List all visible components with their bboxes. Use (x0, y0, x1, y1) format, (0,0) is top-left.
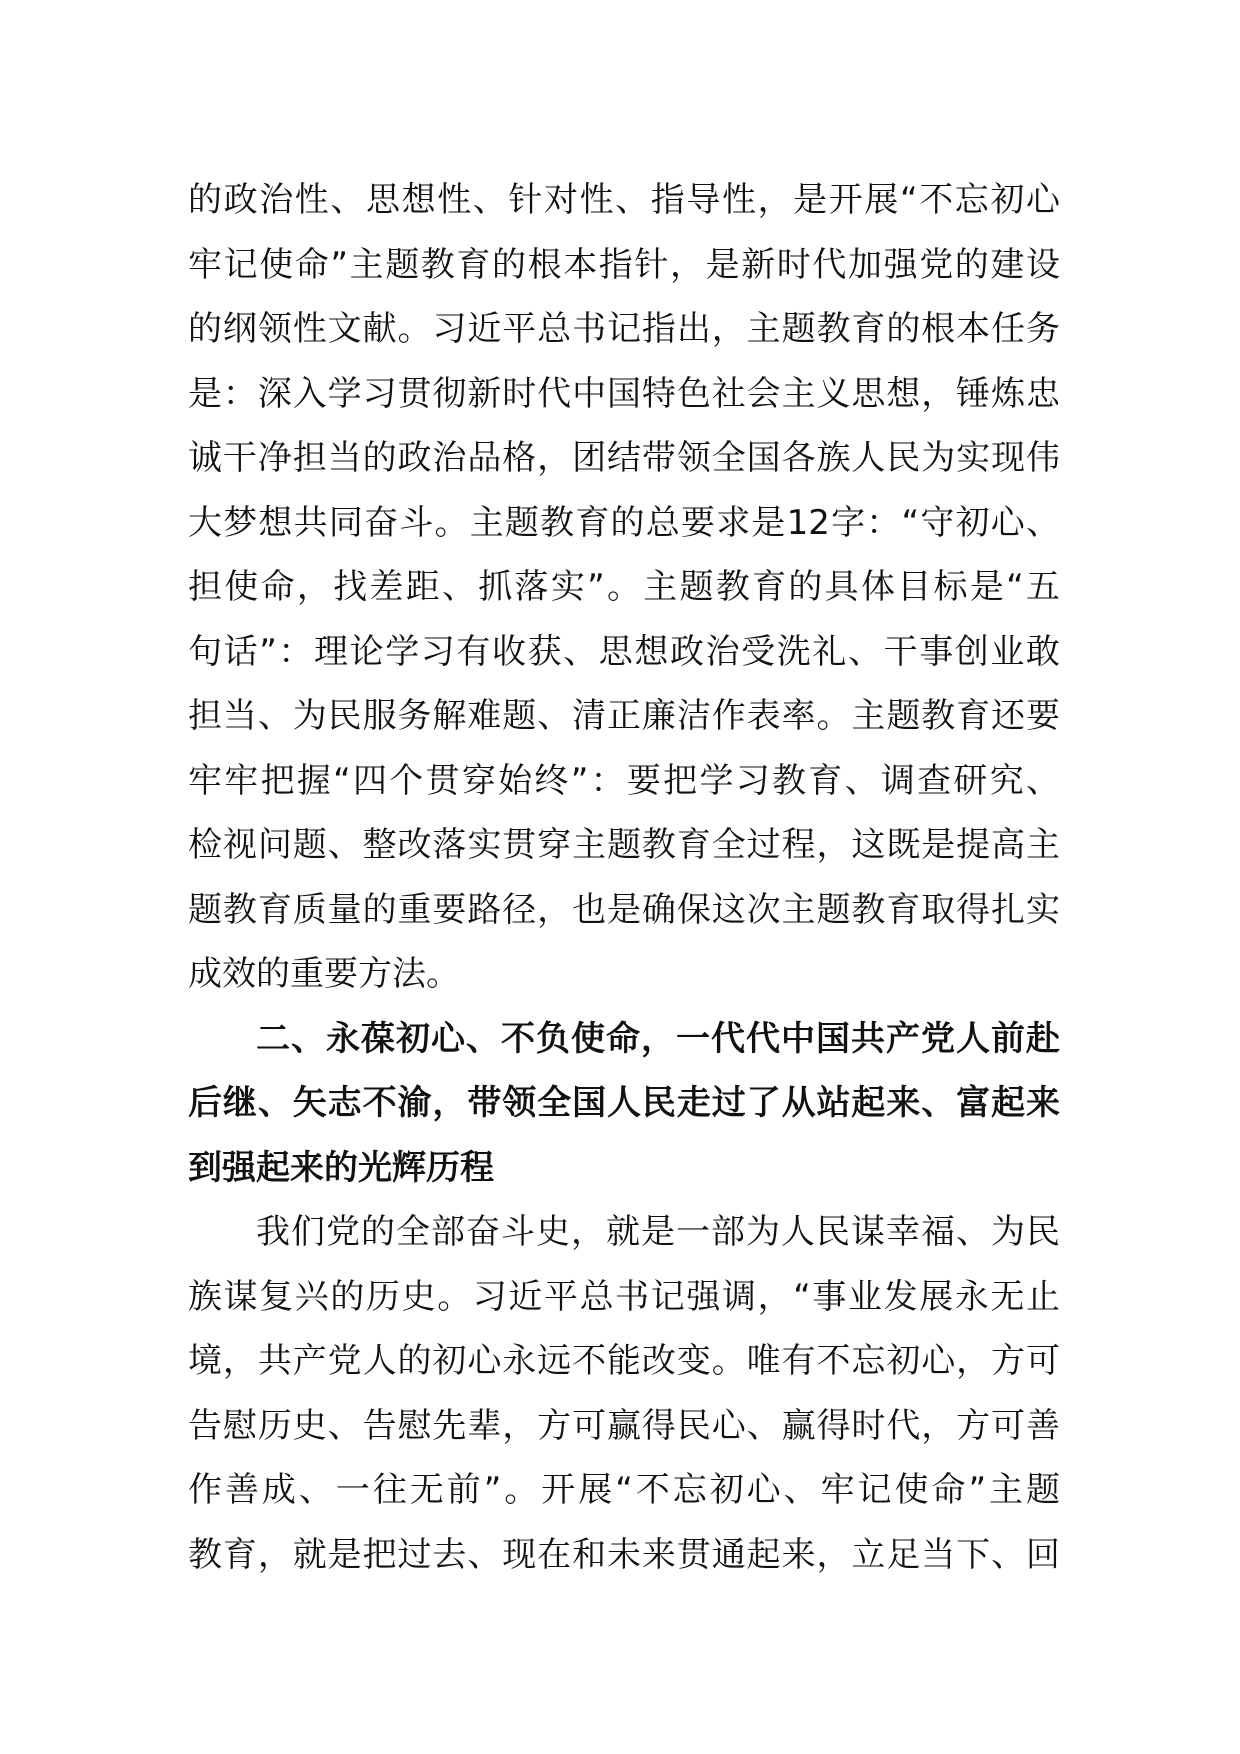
document-body (188, 168, 1060, 1587)
heading-line: 后继、矢志不渝，带领全国人民走过了从站起来、富起来 (188, 1083, 1060, 1123)
text-line: 题教育质量的重要路径，也是确保这次主题教育取得扎实 (188, 889, 1060, 930)
text-line: 诚干净担当的政治品格，团结带领全国各族人民为实现伟 (188, 438, 1060, 478)
paragraph-1 (188, 168, 1060, 1007)
text-line: 境，共产党人的初心永远不能改变。唯有不忘初心，方可 (188, 1341, 1060, 1381)
text-line: 大梦想共同奋斗。主题教育的总要求是12字：“守初心、 (188, 502, 1060, 543)
text-line: 是：深入学习贯彻新时代中国特色社会主义思想，锤炼忠 (188, 373, 1060, 414)
text-line: 成效的重要方法。 (188, 954, 460, 994)
text-line: 告慰历史、告慰先辈，方可赢得民心、赢得时代，方可善 (188, 1405, 1060, 1446)
text-line: 作善成、一往无前”。开展“不忘初心、牢记使命”主题 (188, 1470, 1060, 1510)
heading-line: 二、永葆初心、不负使命，一代代中国共产党人前赴 (256, 1018, 1060, 1059)
text-line: 的纲领性文献。习近平总书记指出，主题教育的根本任务 (188, 309, 1060, 349)
section-heading-2 (188, 1007, 1060, 1201)
paragraph-2 (188, 1200, 1060, 1587)
text-line: 句话”：理论学习有收获、思想政治受洗礼、干事创业敢 (188, 631, 1060, 672)
text-line: 教育，就是把过去、现在和未来贯通起来，立足当下、回 (188, 1534, 1060, 1575)
text-line: 牢牢把握“四个贯穿始终”：要把学习教育、调查研究、 (188, 760, 1060, 801)
text-line: 担当、为民服务解难题、清正廉洁作表率。主题教育还要 (188, 696, 1060, 736)
text-line: 族谋复兴的历史。习近平总书记强调，“事业发展永无止 (188, 1276, 1060, 1317)
text-line: 检视问题、整改落实贯穿主题教育全过程，这既是提高主 (188, 825, 1060, 865)
text-line: 牢记使命”主题教育的根本指针，是新时代加强党的建设 (188, 244, 1060, 285)
text-line: 的政治性、思想性、针对性、指导性，是开展“不忘初心 (188, 180, 1060, 220)
heading-line: 到强起来的光辉历程 (188, 1147, 494, 1188)
text-line: 担使命，找差距、抓落实”。主题教育的具体目标是“五 (188, 567, 1060, 607)
text-line: 我们党的全部奋斗史，就是一部为人民谋幸福、为民 (256, 1212, 1060, 1252)
